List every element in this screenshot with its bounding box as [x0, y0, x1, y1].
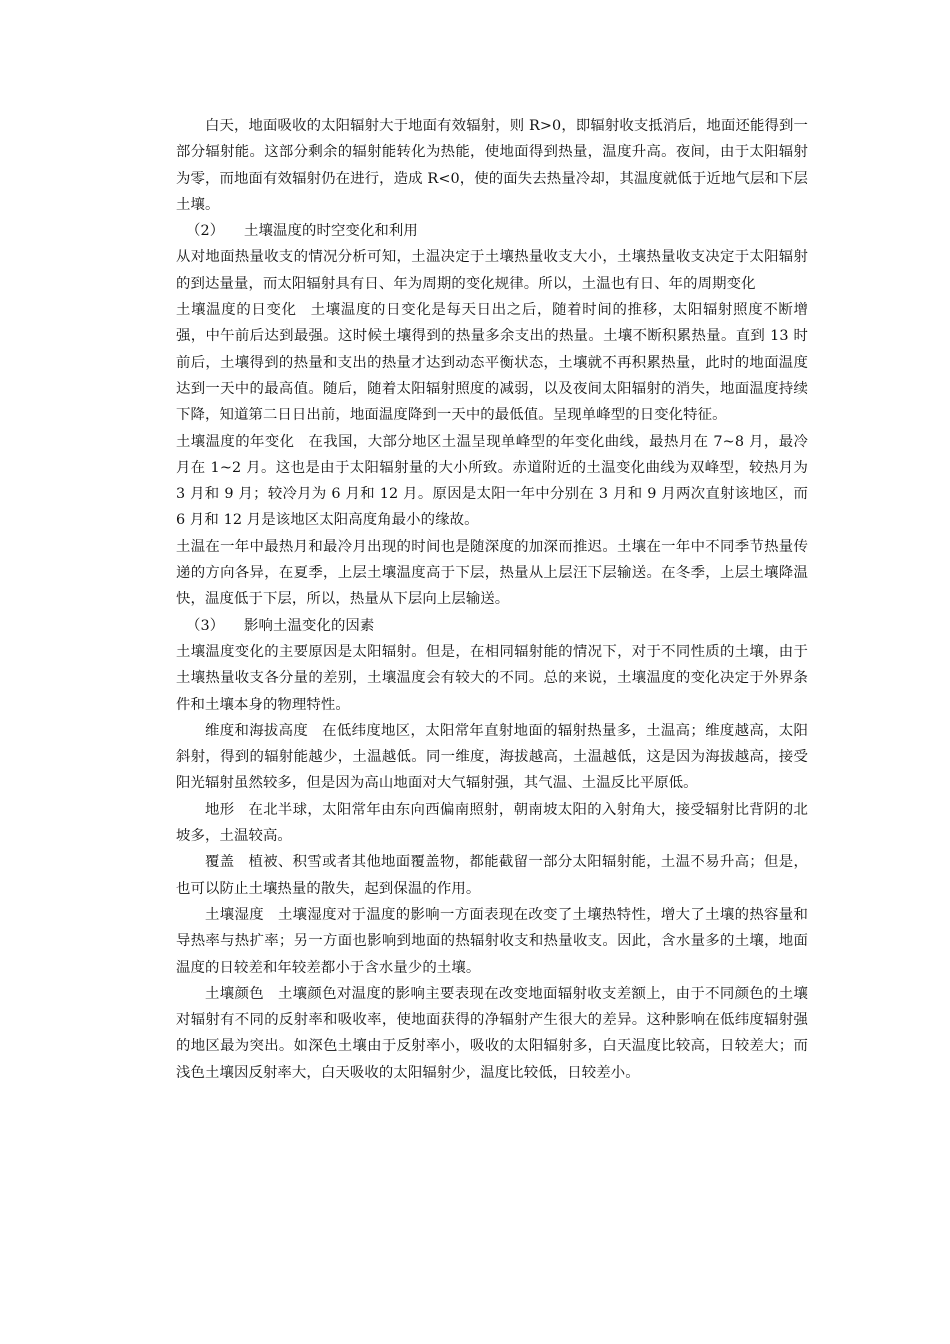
paragraph-body: 植被、积雪或者其他地面覆盖物，都能截留一部分太阳辐射能，土温不易升高；但是，也可以防止土壤热量的散失，起到保温的作用。: [176, 854, 808, 897]
paragraph-depth-lag: 土温在一年中最热月和最冷月出现的时间也是随深度的加深而推迟。土壤在一年中不同季节热量传递的方向各异，在夏季，上层土壤温度高于下层，热量从上层汪下层输送。在冬季，上层土壤降温快，温度低于下层，所以，热量从下层向上层输送。: [176, 538, 808, 608]
section-heading-2: [176, 218, 808, 244]
paragraph-daily-variation: [176, 297, 808, 428]
paragraph-body: 在低纬度地区，太阳常年直射地面的辐射热量多，土温高；维度越高，太阳斜射，得到的辐射能越少，土温越低。同一维度，海拔越高，土温越低，这是因为海拔越高，接受阳光辐射虽然较多，但是因为高山地面对大气辐射强，其气温、土温反比平原低。: [176, 722, 808, 792]
paragraph-lead-term: 土壤湿度: [205, 906, 264, 923]
paragraph-main-cause: 土壤温度变化的主要原因是太阳辐射。但是，在相同辐射能的情况下，对于不同性质的土壤，由于土壤热量收支各分量的差别，土壤温度会有较大的不同。总的来说，土壤温度的变化决定于外界条件和土壤本身的物理特性。: [176, 643, 808, 713]
paragraph-latitude-altitude: [176, 718, 808, 797]
paragraph-terrain: [176, 797, 808, 850]
paragraph-lead-term: 地形: [205, 801, 235, 818]
paragraph-body: 土壤颜色对温度的影响主要表现在改变地面辐射收支差额上，由于不同颜色的土壤对辐射有不同的反射率和吸收率，使地面获得的净辐射产生很大的差异。这种影响在低纬度辐射强的地区最为突出。如深色土壤由于反射率小，吸收的太阳辐射多，白天温度比较高，日较差大；而浅色土壤因反射率大，白天吸收的太阳辐射少，温度比较低，日较差小。: [176, 985, 809, 1081]
paragraph-soil-color: [176, 981, 808, 1086]
section-heading-3: [176, 613, 808, 639]
section-number: （3）: [186, 617, 225, 634]
paragraph-lead-term: 覆盖: [205, 854, 235, 871]
paragraph-body: 在我国，大部分地区土温呈现单峰型的年变化曲线，最热月在 7~8 月，最冷月在 1~2 月。这也是由于太阳辐射量的大小所致。赤道附近的土温变化曲线为双峰型，较热月为 3 月和 9 月；较冷月为 6 月和 12 月。原因是太阳一年中分别在 3 月和 9 月两次直射该地区，而 6 月和 12 月是该地区太阳高度角最小的缘故。: [176, 433, 808, 529]
paragraph-lead-term: 土壤温度的日变化: [176, 302, 297, 319]
paragraph-lead-term: 土壤颜色: [205, 985, 264, 1002]
paragraph-heat-balance: 从对地面热量收支的情况分析可知，土温决定于土壤热量收支大小，土壤热量收支决定于太阳辐射的到达量量，而太阳辐射具有日、年为周期的变化规律。所以，土温也有日、年的周期变化: [176, 249, 808, 292]
section-title: 影响土温变化的因素: [244, 617, 375, 634]
paragraph-soil-moisture: [176, 902, 808, 981]
paragraph-body: 在北半球，太阳常年由东向西偏南照射，朝南坡太阳的入射角大，接受辐射比背阴的北坡多，土温较高。: [176, 801, 808, 845]
paragraph-body: 土壤湿度对于温度的影响一方面表现在改变了土壤热特性，增大了土壤的热容量和导热率与热扩率；另一方面也影响到地面的热辐射收支和热量收支。因此，含水量多的土壤，地面温度的日较差和年较差都小于含水量少的土壤。: [176, 906, 809, 976]
document-page: [176, 113, 808, 1086]
paragraph-cover: [176, 849, 808, 902]
paragraph-lead-term: 土壤温度的年变化: [176, 433, 295, 450]
paragraph-annual-variation: [176, 429, 808, 534]
section-title: 土壤温度的时空变化和利用: [244, 223, 418, 240]
section-number: （2）: [186, 223, 225, 240]
paragraph-lead-term: 维度和海拔高度: [205, 722, 309, 739]
paragraph-daytime-radiation: 白天，地面吸收的太阳辐射大于地面有效辐射，则 R>0，即辐射收支抵消后，地面还能得到一部分辐射能。这部分剩余的辐射能转化为热能，使地面得到热量，温度升高。夜间，由于太阳辐射为零，而地面有效辐射仍在进行，造成 R<0，使的面失去热量冷却，其温度就低于近地气层和下层土壤。: [176, 118, 808, 213]
paragraph-body: 土壤温度的日变化是每天日出之后，随着时间的推移，太阳辐射照度不断增强，中午前后达到最强。这时候土壤得到的热量多余支出的热量。土壤不断积累热量。直到 13 时前后，土壤得到的热量和支出的热量才达到动态平衡状态，土壤就不再积累热量，此时的地面温度达到一天中的最高值。随后，随着太阳辐射照度的减弱，以及夜间太阳辐射的消失，地面温度持续下降，知道第二日日出前，地面温度降到一天中的最低值。呈现单峰型的日变化特征。: [176, 302, 808, 424]
